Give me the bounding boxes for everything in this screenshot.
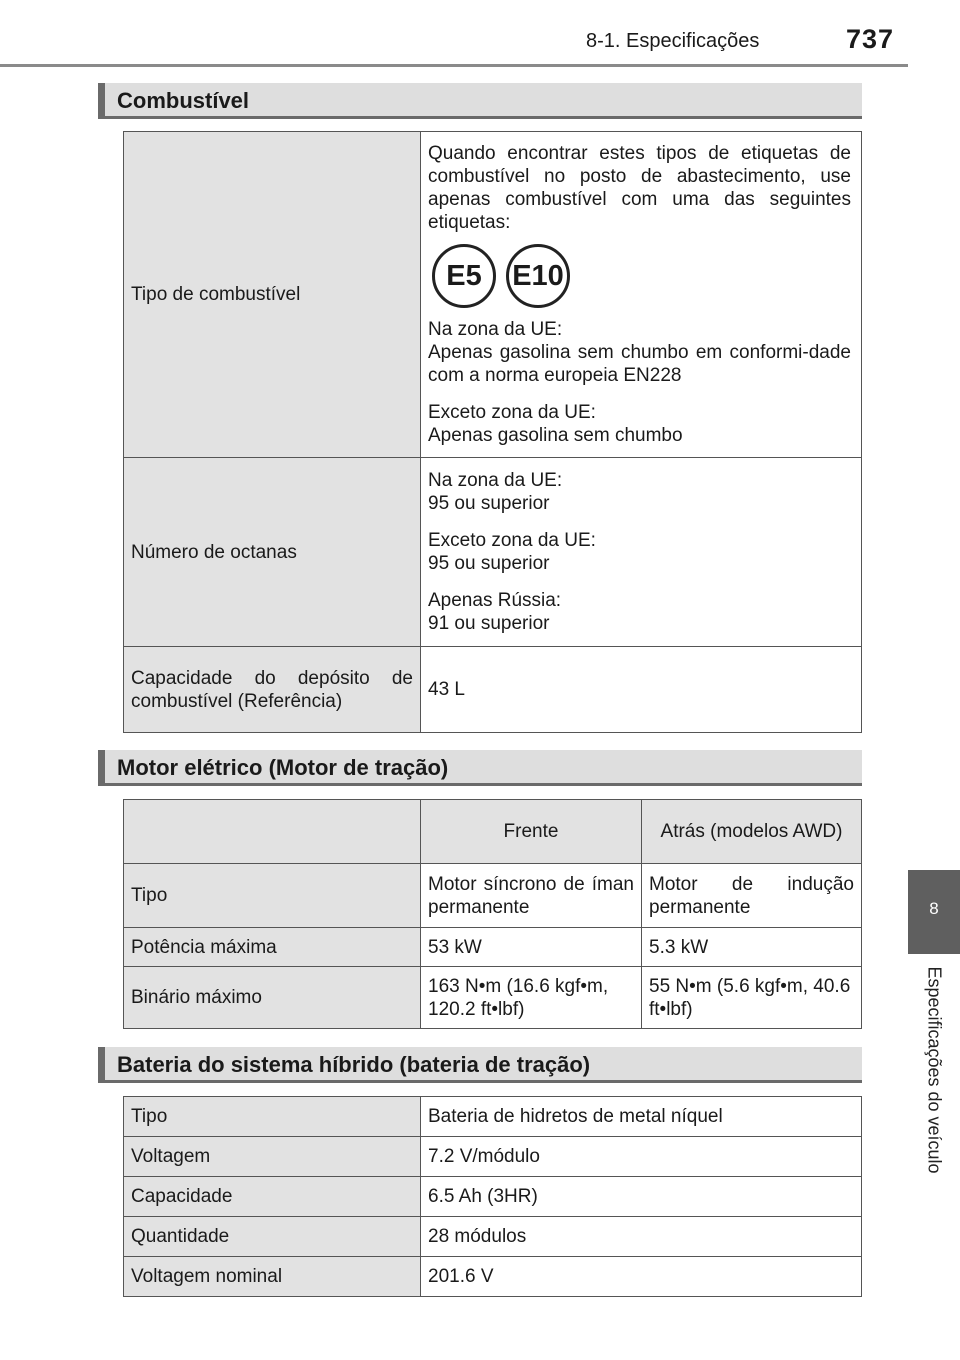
fuel-label-badges (432, 244, 851, 308)
motor-type-front: Motor síncrono de íman permanente (421, 864, 642, 928)
fuel-type-intro: Quando encontrar estes tipos de etiquetas de combustível no posto de abastecimento, use apenas combustível com uma das seguintes etiquetas: (428, 143, 851, 233)
battery-voltage-value: 7.2 V/módulo (421, 1137, 862, 1177)
fuel-table (123, 131, 862, 733)
e5-label-icon: E5 (432, 244, 496, 308)
table-row (124, 967, 862, 1029)
motor-header-blank (124, 800, 421, 864)
battery-capacity-label: Capacidade (124, 1177, 421, 1217)
page-number: 737 (846, 24, 895, 54)
motor-table (123, 799, 862, 1029)
motor-power-rear: 5.3 kW (642, 928, 862, 967)
table-row (124, 864, 862, 928)
octane-eu-text: 95 ou superior (428, 493, 550, 514)
e10-label-icon: E10 (506, 244, 570, 308)
battery-section-title: Bateria do sistema híbrido (bateria de tração) (117, 1052, 591, 1077)
motor-power-front: 53 kW (421, 928, 642, 967)
battery-section-heading (98, 1047, 862, 1083)
fuel-section-heading (98, 83, 862, 119)
octane-cell (421, 458, 862, 647)
fuel-noneu-text: Apenas gasolina sem chumbo (428, 425, 683, 446)
motor-section-heading (98, 750, 862, 786)
table-row (124, 1097, 862, 1137)
table-row (124, 1177, 862, 1217)
battery-quantity-value: 28 módulos (421, 1217, 862, 1257)
motor-col-front: Frente (421, 800, 642, 864)
motor-col-rear: Atrás (modelos AWD) (642, 800, 862, 864)
octane-label: Número de octanas (124, 458, 421, 647)
fuel-type-label: Tipo de combustível (124, 132, 421, 458)
battery-table (123, 1096, 862, 1297)
fuel-section-title: Combustível (117, 88, 250, 113)
header-divider (0, 64, 908, 67)
table-row (124, 458, 862, 647)
battery-nominal-voltage-value: 201.6 V (421, 1257, 862, 1297)
tank-capacity-value: 43 L (421, 647, 862, 733)
battery-nominal-voltage-label: Voltagem nominal (124, 1257, 421, 1297)
table-row (124, 647, 862, 733)
motor-torque-front: 163 N•m (16.6 kgf•m, 120.2 ft•lbf) (421, 967, 642, 1029)
motor-power-label: Potência máxima (124, 928, 421, 967)
table-row (124, 132, 862, 458)
battery-type-label: Tipo (124, 1097, 421, 1137)
octane-ru-title: Apenas Rússia: (428, 590, 562, 611)
table-row (124, 1217, 862, 1257)
tank-capacity-label: Capacidade do depósito de combustível (Referência) (124, 647, 421, 733)
motor-type-label: Tipo (124, 864, 421, 928)
battery-type-value: Bateria de hidretos de metal níquel (421, 1097, 862, 1137)
octane-noneu-title: Exceto zona da UE: (428, 530, 596, 551)
fuel-type-cell (421, 132, 862, 458)
table-row (124, 1137, 862, 1177)
section-title: 8-1. Especificações (586, 30, 760, 52)
table-row (124, 1257, 862, 1297)
chapter-label: Especificações do veículo (924, 966, 945, 1174)
table-row (124, 928, 862, 967)
octane-noneu-text: 95 ou superior (428, 553, 550, 574)
table-row (124, 800, 862, 864)
motor-torque-rear: 55 N•m (5.6 kgf•m, 40.6 ft•lbf) (642, 967, 862, 1029)
octane-ru-text: 91 ou superior (428, 613, 550, 634)
chapter-tab: 8 (908, 870, 960, 954)
fuel-noneu-title: Exceto zona da UE: (428, 402, 596, 423)
motor-type-rear: Motor de indução permanente (642, 864, 862, 928)
motor-section-title: Motor elétrico (Motor de tração) (117, 755, 449, 780)
battery-capacity-value: 6.5 Ah (3HR) (421, 1177, 862, 1217)
octane-eu-title: Na zona da UE: (428, 470, 563, 491)
battery-quantity-label: Quantidade (124, 1217, 421, 1257)
fuel-eu-text: Apenas gasolina sem chumbo em conformi-dade com a norma europeia EN228 (428, 342, 851, 386)
battery-voltage-label: Voltagem (124, 1137, 421, 1177)
motor-torque-label: Binário máximo (124, 967, 421, 1029)
fuel-eu-title: Na zona da UE: (428, 319, 563, 340)
